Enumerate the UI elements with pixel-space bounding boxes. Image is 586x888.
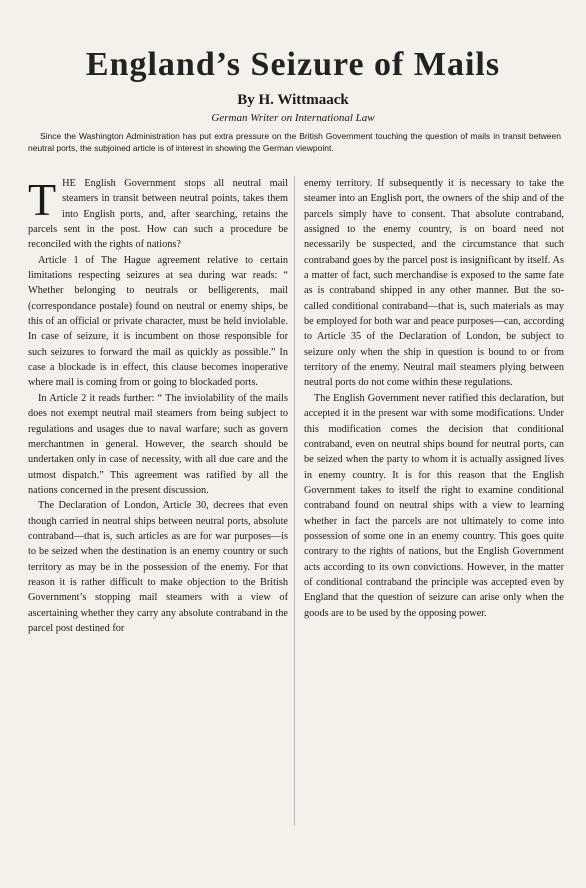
paragraph-1-text: HE English Government stops all neutral mail steamers in transit between neutral points, takes them into English ports, and, after searching, retains the parcels sent in the post. How can such a procedure be reconciled with the rights of nations? [28,178,288,251]
paragraph-1 [28,176,288,253]
byline: By H. Wittmaack [237,92,349,108]
editor-intro: Since the Washington Administration has put extra pressure on the British Government touching the question of mails in transit between neutral ports, the subjoined article is of interest in showing the German viewpoint. [28,131,561,153]
right-column [304,176,564,621]
paragraph-6: The English Government never ratified this declaration, but accepted it in the present war with some modifications. Under this modification comes the decision that conditional contraband, even on neutral ships bound for neutral ports, can be seized when the party to whom it is actually assigned lives in enemy country. It is for this reason that the English Government takes to itself the right to examine conditional contraband found on neutral ships with a view to learning whether in fact the parcels are not ultimately to come into possession of some one in an enemy country. This goes quite contrary to the rights of nations, but the English Government acts according to its own convictions. However, in the matter of conditional contraband the principle was accepted even by England that the question of seizure can arise only when the goods are to be used by the opposing power. [304,392,564,619]
drop-cap: T [28,174,57,225]
paragraph-5: enemy territory. If subsequently it is necessary to take the steamer into an English port, the owners of the ship and of the parcels simply have to consent. That absolute contraband, assigned to the enemy country, is on board need not necessarily be suspected, and the circumstance that such contraband goes by the parcel post is insignificant by itself. As a matter of fact, such merchandise is exposed to the same fate as is contraband shipped in any other manner. But the so-called conditional contraband—that is, such materials as may be employed for both war and peace purposes—can, according to Article 35 of the Declaration of London, be subject to seizure only when the ship in question is bound to or from territory of the enemy. Neutral mail steamers plying between neutral ports do not come within these regulations. [304,178,564,389]
article-title: England’s Seizure of Mails [85,46,501,83]
paragraph-2: Article 1 of The Hague agreement relative to certain limitations respecting seizures at sea during war reads: “ Whether belonging to neutrals or belligerents, mail (correspondance postale) found on neutral or enemy ships, be this of an official or private character, must be held inviolable. In case of seizure, it is incumbent on those responsible for such seizures to forward the mail as quickly as possible.” In case a blockade is in effect, this clause becomes inoperative where mail is coming from or going to blockaded ports. [28,254,288,389]
author-description: German Writer on International Law [211,112,375,124]
paragraph-3: In Article 2 it reads further: “ The inviolability of the mails does not exempt neutral mail steamers from being subject to regulations and usages due to naval warfare; such as govern merchantmen in general. However, the search should be undertaken only in case of necessity, with all due care and the utmost dispatch.” This agreement was ratified by all the nations concerned in the present discussion. [28,392,288,496]
left-column [28,176,288,636]
column-divider [294,176,295,826]
paragraph-4: The Declaration of London, Article 30, decrees that even though carried in neutral ships between neutral ports, absolute contraband—that is, such articles as are for war purposes—is to be seized when the destination is an enemy country or such territory as may be in the possession of the enemy. For that reason it is rather difficult to make objection to the British Government’s stopping mail steamers with a view of ascertaining whether they carry any absolute contraband in the parcel post destined for [28,500,288,634]
